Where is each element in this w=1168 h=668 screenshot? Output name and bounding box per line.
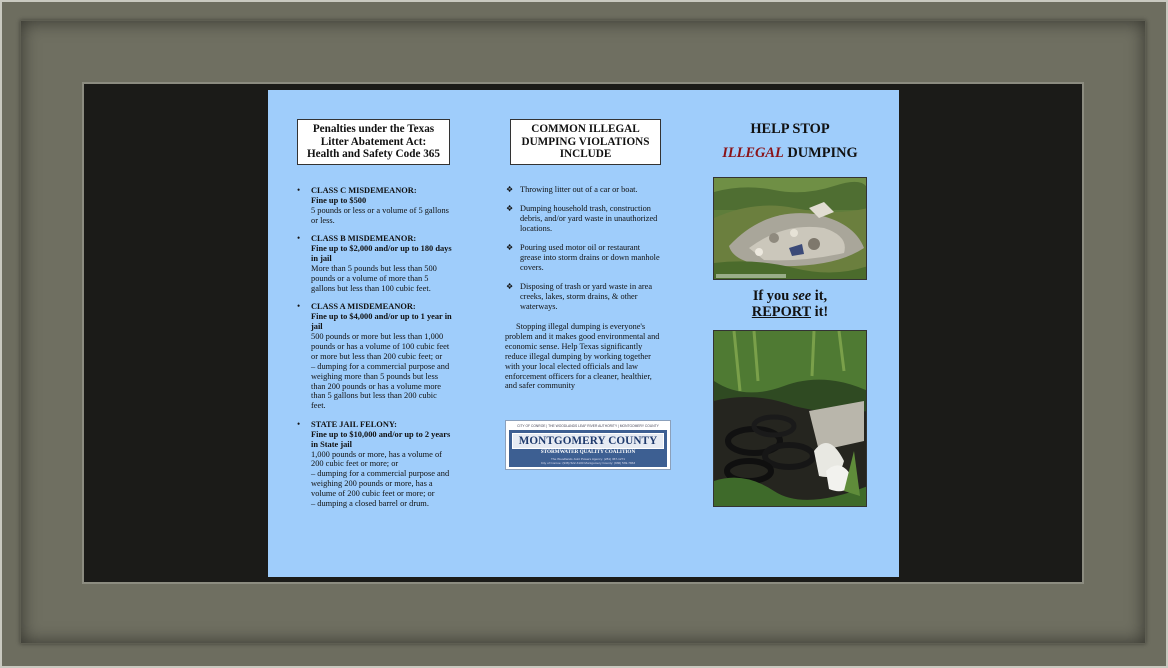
illegal-dumping-line	[698, 141, 882, 165]
diamond-bullet-icon: ❖	[506, 204, 514, 214]
penalty-text: 500 pounds or more but less than 1,000 pounds or has a volume of 100 cubic feet or more but less than 200 cubic feet; or	[311, 331, 450, 361]
if-you-text: If you	[752, 288, 793, 304]
penalty-text: More than 5 pounds but less than 500 pounds or a volume of more than 5 gallons but less than 100 cubic feet.	[311, 263, 437, 293]
illegal-word: ILLEGAL	[722, 145, 784, 161]
violation-item	[506, 204, 662, 233]
help-stop-line: HELP STOP	[750, 121, 830, 137]
penalty-subtext: – dumping a closed barrel or drum.	[311, 499, 429, 509]
bullet-icon: •	[297, 233, 301, 244]
violations-list	[506, 185, 662, 321]
dumping-photo-tires	[713, 330, 867, 507]
if-you-see-it-line	[698, 288, 882, 304]
report-word: REPORT	[751, 304, 811, 320]
dumping-word: DUMPING	[783, 145, 858, 161]
logo-main-text: MONTGOMERY COUNTY	[518, 435, 658, 447]
logo-contact-line: The Woodlands Joint Powers Agency: (281) 367-1271	[550, 457, 626, 461]
violation-text: Throwing litter out of a car or boat.	[520, 185, 638, 194]
violation-item	[506, 282, 662, 311]
penalties-title: Penalties under the Texas Litter Abatement Act: Health and Safety Code 365	[297, 119, 450, 165]
rubble-photo-image	[714, 178, 867, 280]
violation-text: Dumping household trash, construction debris, and/or yard waste in unauthorized locations.	[520, 204, 658, 233]
help-stop-heading	[698, 117, 882, 165]
logo-contact-line: City of Conroe: (936) 522-3100 Montgomery County: (936) 539-7833	[540, 461, 636, 465]
penalty-text: 1,000 pounds or more, has a volume of 200 cubic feet or more; or	[311, 449, 442, 469]
diamond-bullet-icon: ❖	[506, 243, 514, 253]
diamond-bullet-icon: ❖	[506, 185, 514, 194]
report-it-line	[698, 304, 882, 320]
penalty-subtext: – dumping for a commercial purpose and weighing more than 5 pounds but less than 200 pounds or has a volume more than 5 gallons but less than 200 cubic feet.	[311, 361, 450, 411]
tires-photo-image	[714, 331, 867, 507]
stop-dumping-paragraph: Stopping illegal dumping is everyone's problem and it makes good environmental and economic sense. Help Texas significantly reduce illegal dumping by working together with your local elected officials and law enforcement officers for a cleaner, healthier, and safer community	[505, 322, 660, 391]
penalty-text: 5 pounds or less or a volume of 5 gallons or less.	[311, 205, 449, 225]
report-heading	[698, 288, 882, 320]
logo-main-box	[512, 433, 664, 449]
penalty-class: STATE JAIL FELONY:	[311, 419, 397, 429]
penalty-class: CLASS B MISDEMEANOR:	[311, 234, 417, 244]
penalty-fine: Fine up to $500	[311, 195, 367, 205]
it-text: it,	[811, 288, 828, 304]
it-exclaim-text: it!	[811, 304, 829, 320]
penalty-class-c	[297, 186, 453, 226]
penalties-list	[297, 186, 453, 518]
penalty-class: CLASS C MISDEMEANOR:	[311, 186, 417, 195]
violation-item	[506, 185, 662, 195]
penalty-subtext: – dumping for a commercial purpose and weighing 200 pounds or more, has a volume of 200 cubic feet or more; or	[311, 469, 450, 499]
penalty-class: CLASS A MISDEMEANOR:	[311, 302, 416, 312]
penalty-fine: Fine up to $2,000 and/or up to 180 days in jail	[311, 244, 452, 264]
violation-item	[506, 243, 662, 272]
violation-text: Pouring used motor oil or restaurant grease into storm drains or down manhole covers.	[520, 243, 660, 272]
bullet-icon: •	[297, 301, 301, 312]
bullet-icon: •	[297, 185, 301, 195]
penalty-class-b	[297, 234, 453, 293]
coalition-logo	[505, 420, 671, 470]
penalty-fine: Fine up to $4,000 and/or up to 1 year in jail	[311, 312, 452, 332]
logo-partners-line: CITY OF CONROE | THE WOODLANDS LEAF RIVER AUTHORITY | MONTGOMERY COUNTY	[517, 424, 659, 428]
logo-contacts	[509, 457, 667, 465]
logo-subtitle: STORMWATER QUALITY COALITION	[540, 449, 636, 455]
see-word: see	[792, 288, 812, 304]
brochure-page	[268, 90, 899, 577]
penalty-class-a	[297, 302, 453, 411]
dumping-photo-rubble	[713, 177, 867, 280]
penalty-felony	[297, 420, 453, 509]
diamond-bullet-icon: ❖	[506, 282, 514, 292]
violation-text: Disposing of trash or yard waste in area creeks, lakes, storm drains, & other waterways.	[520, 282, 653, 311]
bullet-icon: •	[297, 418, 301, 429]
violations-title: COMMON ILLEGAL DUMPING VIOLATIONS INCLUDE	[510, 119, 661, 165]
penalty-fine: Fine up to $10,000 and/or up to 2 years in State jail	[311, 429, 451, 449]
